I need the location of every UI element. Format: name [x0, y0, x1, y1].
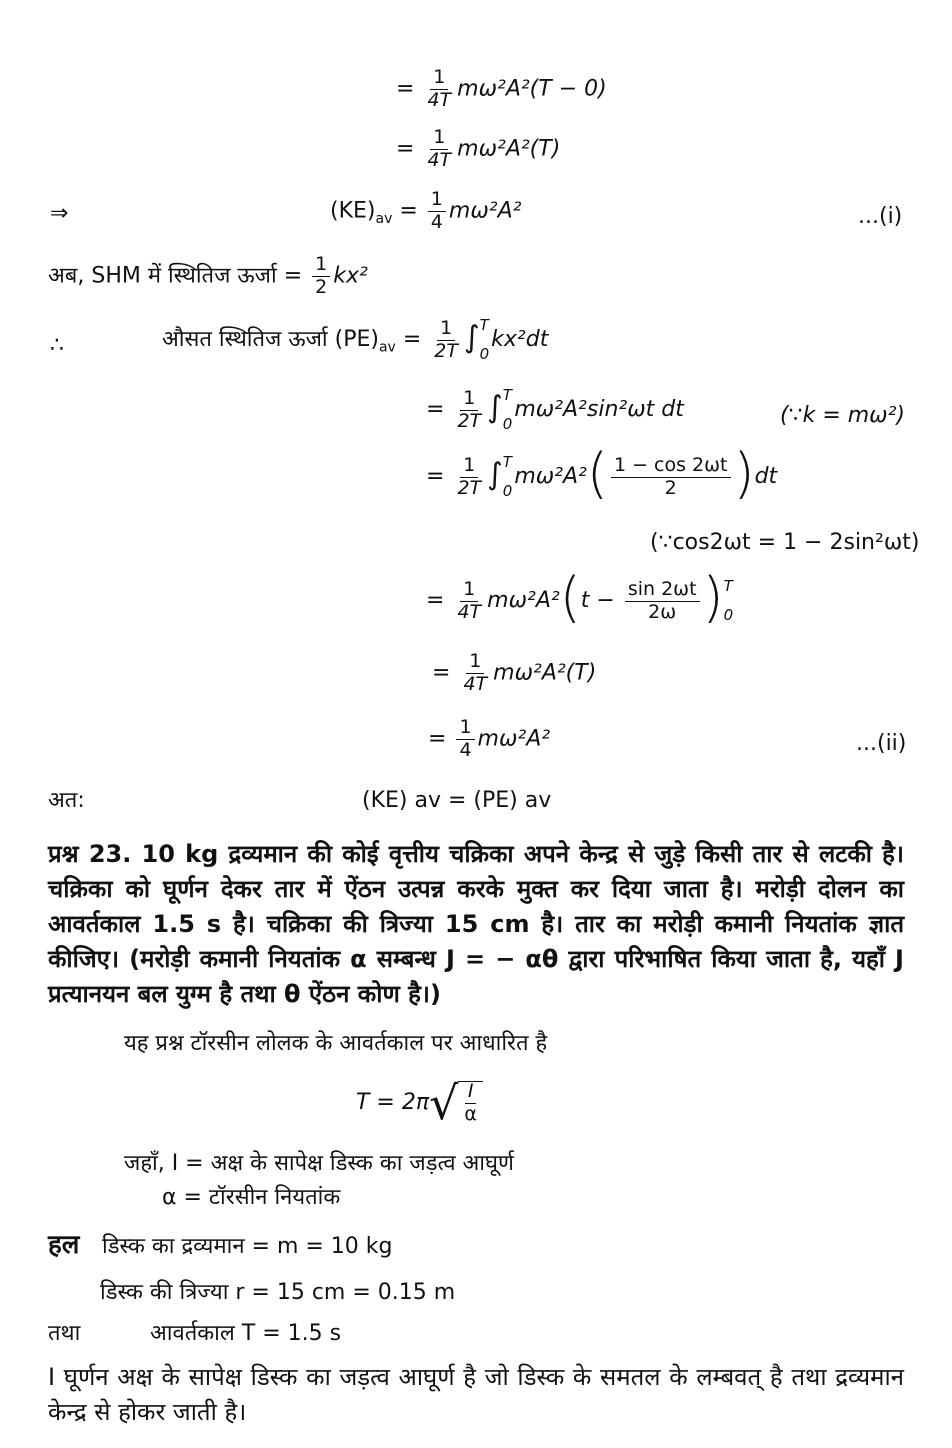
- question-text: 10 kg द्रव्यमान की कोई वृत्तीय चक्रिका अपने केन्द्र से जुड़े किसी तार से लटकी है। चक्रिका को घूर्णन देकर तार में ऐंठन उत्पन्न करके मुक्त कर दिया जाता है। मरोड़ी दोलन का आवर्तकाल 1.5 s है। चक्रिका की त्रिज्या 15 cm है। तार का मरोड़ी कमानी नियतांक ज्ञात कीजिए। (मरोड़ी कमानी नियतांक α सम्बन्ध J = − αθ द्वारा परिभाषित किया जाता है, यहाँ J प्रत्यानयन बल युग्म है तथा θ ऐंठन कोण है।): [48, 840, 905, 1008]
- right-paren: ): [702, 566, 724, 629]
- fraction: $\frac{1}{2}$: [312, 255, 330, 298]
- solution-intro: यह प्रश्न टॉरसीन लोलक के आवर्तकाल पर आधारित है: [124, 1031, 548, 1056]
- right-paren: ): [733, 442, 755, 505]
- tatha-label: तथा: [48, 1321, 81, 1346]
- where-line-1: जहाँ, I = अक्ष के सापेक्ष डिस्क का जड़त्व आघूर्ण: [124, 1151, 514, 1176]
- eq-line-4: = $\frac{1}{2T}$ ∫ T 0 mω²A²sin²ωt dt: [426, 386, 684, 433]
- left-paren: (: [586, 442, 608, 505]
- disc-radius: डिस्क की त्रिज्या r = 15 cm = 0.15 m: [100, 1280, 456, 1305]
- question-23: [48, 837, 904, 1012]
- integral-sign: ∫: [487, 457, 503, 492]
- where-line-2: α = टॉरसीन नियतांक: [162, 1185, 341, 1210]
- eq-line-7: = $\frac{1}{4T}$ mω²A²(T): [432, 650, 597, 695]
- result-equation: (KE) av = (PE) av: [362, 788, 552, 813]
- eq-line-5: = $\frac{1}{2T}$ ∫ T 0 mω²A²( $\frac{1 - \cos 2\omega t}{2}$ )dt: [426, 442, 778, 505]
- shm-potential-energy-line: अब, SHM में स्थितिज ऊर्जा = $\frac{1}{2}$ kx²: [48, 253, 368, 298]
- fraction: $\frac{1}{2T}$: [434, 316, 458, 362]
- fraction: $\frac{1}{2T}$: [457, 386, 482, 432]
- fraction: $\frac{I}{\alpha}$: [464, 1080, 477, 1125]
- period-formula: T = 2π √ $\frac{I}{\alpha}$: [356, 1080, 483, 1126]
- fraction: $\frac{\sin 2\omega t}{2\omega}$: [625, 580, 700, 623]
- note-cos-identity: (∵cos2ωt = 1 − 2sin²ωt): [650, 530, 920, 555]
- moment-of-inertia-note: I घूर्णन अक्ष के सापेक्ष डिस्क का जड़त्व आघूर्ण है जो डिस्क के समतल के लम्बवत् है तथा द्रव्यमान केन्द्र से होकर जाती है।: [48, 1363, 904, 1426]
- fraction: $\frac{1}{4T}$: [427, 126, 452, 171]
- ata-label: अत:: [48, 788, 85, 813]
- equation-tag-1: ...(i): [858, 204, 903, 229]
- hal-label: हल: [48, 1230, 80, 1260]
- pe-average-equation: औसत स्थितिज ऊर्जा $(PE)_{av}$ = $\frac{1}{2T}$ ∫ T 0 kx²dt: [162, 316, 549, 363]
- integral-sign: ∫: [463, 320, 480, 355]
- left-paren: (: [559, 566, 581, 629]
- eq-line-1: = $\frac{1}{4T}$ mω²A²(T − 0): [396, 66, 607, 111]
- equation-tag-2: ...(ii): [856, 731, 907, 756]
- question-label: प्रश्न 23.: [48, 840, 132, 868]
- disc-mass: डिस्क का द्रव्यमान = m = 10 kg: [102, 1234, 393, 1259]
- fraction: $\frac{1}{4}$: [428, 190, 446, 233]
- eq-line-6: = $\frac{1}{4T}$ mω²A²(t − $\frac{\sin 2\omega t}{2\omega}$ ) T 0: [426, 566, 734, 629]
- note-k-equals: (∵k = mω²): [780, 403, 905, 428]
- integral-sign: ∫: [487, 390, 503, 425]
- fraction: $\frac{1 - \cos 2\omega t}{2}$: [611, 456, 731, 499]
- period-value: आवर्तकाल T = 1.5 s: [150, 1321, 342, 1346]
- square-root: √ $\frac{I}{\alpha}$: [429, 1080, 483, 1126]
- fraction: $\frac{1}{4T}$: [457, 577, 482, 623]
- fraction: $\frac{1}{2T}$: [457, 453, 482, 499]
- fraction: $\frac{1}{4T}$: [427, 66, 452, 111]
- eq-line-8: = $\frac{1}{4}$ mω²A²: [428, 716, 551, 761]
- fraction: $\frac{1}{4}$: [456, 718, 474, 761]
- therefore-symbol: ∴: [50, 333, 64, 358]
- implies-arrow: ⇒: [50, 201, 69, 226]
- fraction: $\frac{1}{4T}$: [463, 650, 488, 695]
- ke-average-equation: $(KE)_{av}$ = $\frac{1}{4}$ mω²A²: [330, 188, 522, 233]
- eq-line-2: = $\frac{1}{4T}$ mω²A²(T): [396, 126, 561, 171]
